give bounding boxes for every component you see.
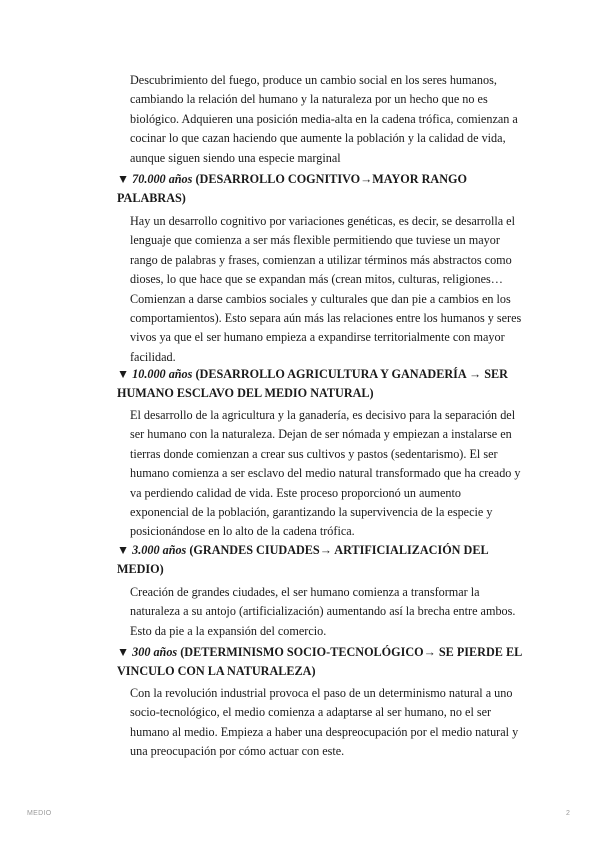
heading-300 [117,643,522,682]
footer-label: MEDIO [27,810,52,817]
heading-title: (GRANDES CIUDADES→ ARTIFICIALIZACIÓN DEL MEDIO) [117,543,488,577]
heading-title: (DESARROLLO COGNITIVO→MAYOR RANGO PALABRAS) [117,172,467,206]
triangle-down-icon: ▼ [117,645,130,659]
paragraph-fire: Descubrimiento del fuego, produce un cambio social en los seres humanos, cambiando la relación del humano y la naturaleza por un hecho que no es biológico. Adquieren una posición media-alta en la cadena trófica, comienzan a cocinar lo que cazan haciendo que aumente la población y la calidad de vida, aunque siguen siendo una especie marginal [130,73,518,165]
heading-3000 [117,541,522,580]
heading-70000 [117,170,522,209]
heading-years: 300 años [132,645,178,659]
triangle-down-icon: ▼ [117,367,130,381]
paragraph-agriculture: El desarrollo de la agricultura y la ganadería, es decisivo para la separación del ser humano con la naturaleza. Dejan de ser nómada y empiezan a instalarse en tierras donde comienzan a crear sus cultivos y pastos (sedentarismo). El ser humano comienza a ser esclavo del medio natural transformado que ha creado y va perdiendo calidad de vida. Este proceso proporcionó un aumento exponencial de la población, garantizando la supervivencia de la especie y posicionándose en lo alto de la cadena trófica. [130,408,521,539]
heading-years: 10.000 años [132,367,193,381]
page-number: 2 [566,810,571,817]
triangle-down-icon: ▼ [117,172,130,186]
triangle-down-icon: ▼ [117,543,130,557]
paragraph-cognitive: Hay un desarrollo cognitivo por variaciones genéticas, es decir, se desarrolla el lenguaje que comienza a ser más flexible permitiendo que tuviese un mayor rango de palabras y frases, comienzan a utilizar términos más abstractos como dioses, lo que hace que se expandan más (crean mitos, culturas, religiones… Comienzan a darse cambios sociales y culturales que dan pie a cambios en los comportamientos). Esto separa aún más las relaciones entre los humanos y seres vivos ya que el ser humano empieza a expandirse territorialmente con mayor facilidad. [130,214,522,364]
heading-title: (DETERMINISMO SOCIO-TECNOLÓGICO→ SE PIERDE EL VINCULO CON LA NATURALEZA) [117,645,522,679]
heading-years: 3.000 años [132,543,187,557]
heading-years: 70.000 años [132,172,193,186]
paragraph-industrial: Con la revolución industrial provoca el paso de un determinismo natural a uno socio-tecnológico, el medio comienza a adaptarse al ser humano, no el ser humano al medio. Empieza a haber una despreocupación por el medio natural y una preocupación por cómo actuar con este. [130,686,519,759]
heading-10000 [117,365,522,404]
heading-title: (DESARROLLO AGRICULTURA Y GANADERÍA → SER HUMANO ESCLAVO DEL MEDIO NATURAL) [117,367,508,401]
paragraph-cities: Creación de grandes ciudades, el ser humano comienza a transformar la naturaleza a su antojo (artificialización) aumentando así la brecha entre ambos. Esto da pie a la expansión del comercio. [130,585,516,638]
